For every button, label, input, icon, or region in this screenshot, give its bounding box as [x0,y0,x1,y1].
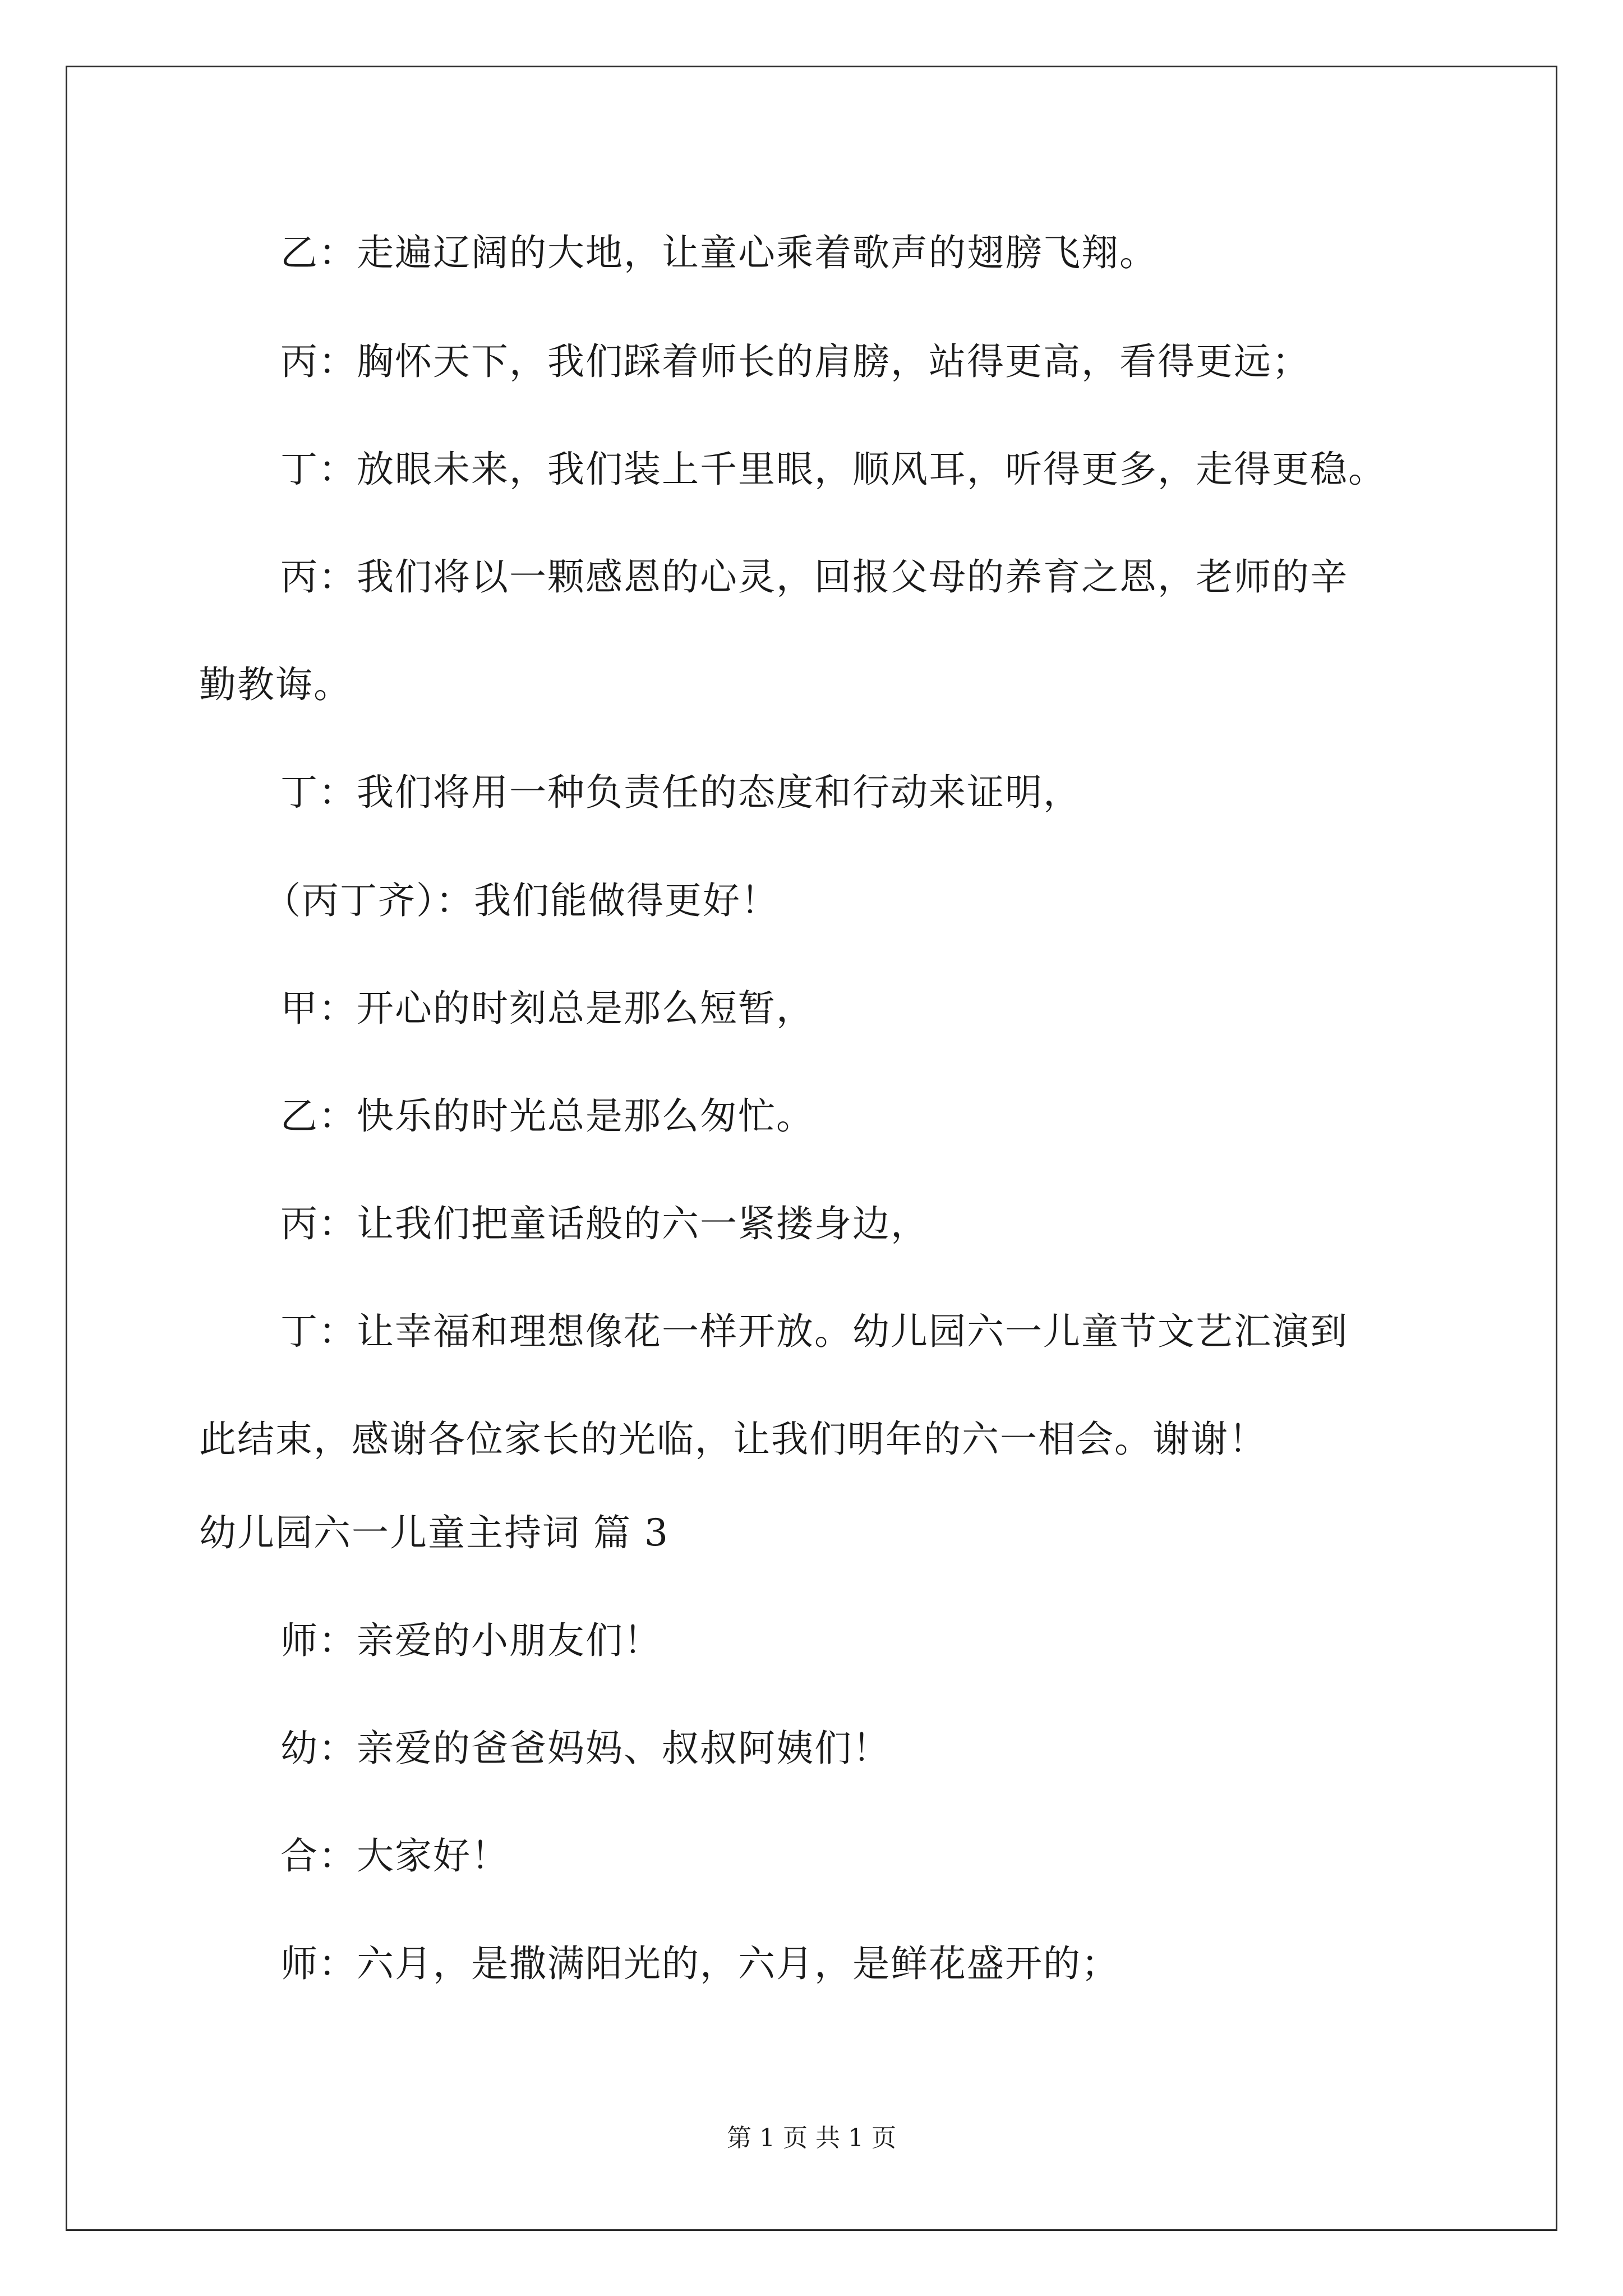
section-heading: 幼儿园六一儿童主持词 篇 3 [199,1511,669,1554]
text-line-7: （丙丁齐）：我们能做得更好！ [264,879,779,922]
text-line-12: 此结束，感谢各位家长的光临，让我们明年的六一相会。谢谢！ [199,1418,1267,1461]
text-line-11: 丁：让幸福和理想像花一样开放。幼儿园六一儿童节文艺汇演到 [280,1310,1348,1353]
page-footer: 第 1 页 共 1 页 [727,2124,896,2152]
page-border [66,66,1557,2231]
text-line-4: 丙：我们将以一颗感恩的心灵，回报父母的养育之恩，老师的辛 [280,555,1348,599]
text-line-3: 丁：放眼未来，我们装上千里眼，顺风耳，听得更多，走得更稳。 [280,448,1386,491]
text-line-15: 合：大家好！ [280,1834,509,1878]
text-line-10: 丙：让我们把童话般的六一紧搂身边， [280,1202,929,1245]
text-line-6: 丁：我们将用一种负责任的态度和行动来证明， [280,771,1081,814]
text-line-1: 乙：走遍辽阔的大地，让童心乘着歌声的翅膀飞翔。 [280,231,1158,274]
text-line-5: 勤教诲。 [199,663,352,706]
text-line-2: 丙：胸怀天下，我们踩着师长的肩膀，站得更高，看得更远； [280,340,1310,383]
text-line-13: 师：亲爱的小朋友们！ [280,1619,662,1662]
text-line-16: 师：六月，是撒满阳光的，六月，是鲜花盛开的； [280,1942,1119,1985]
text-line-14: 幼：亲爱的爸爸妈妈、叔叔阿姨们！ [280,1727,891,1770]
text-line-8: 甲：开心的时刻总是那么短暂， [280,987,814,1030]
text-line-9: 乙：快乐的时光总是那么匆忙。 [280,1094,814,1138]
